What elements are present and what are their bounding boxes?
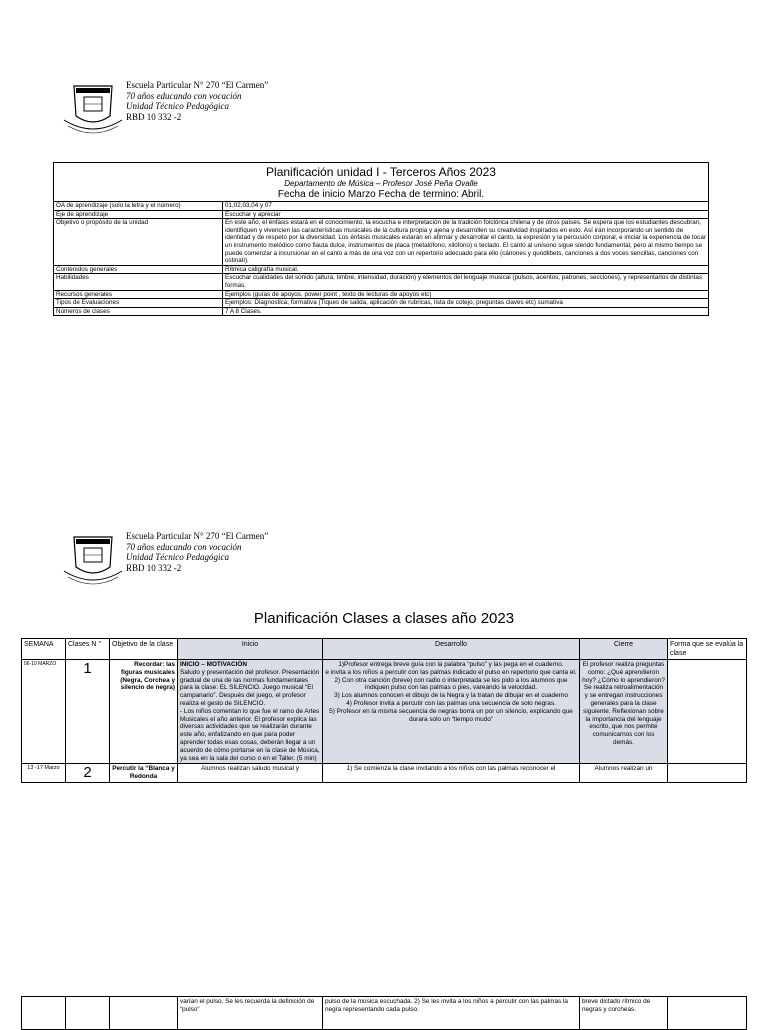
cell-class-number: 2 [66,764,110,783]
desarrollo-step-1: 1)Profesor entrega breve guía con la palabra “pulso” y las pega en el cuaderno. [338,661,564,668]
table-row [54,210,709,219]
cell-desarrollo [323,660,580,764]
table-row [54,219,709,266]
school-crest-icon [62,531,124,591]
unit-plan-header [54,163,709,202]
letterhead-text [126,80,268,122]
row-label: Contenidos generales [54,265,223,274]
cell-class-number: 1 [66,660,110,764]
row-value: Rítmica caligrafía musical. [223,265,709,274]
row-value: Ejemplos (guías de apoyos, power point , texto de lecturas de apoyos etc) [223,290,709,299]
row-label: OA de aprendizaje (solo la letra y el número) [54,202,223,211]
inicio-heading: INICIO – MOTIVACIÓN [180,661,247,668]
row-value: Ejemplos: Diagnostica, formativa (Tiques de salida, aplicación de rubricas, lista de cotejo, preguntas claves etc) sumativa [223,299,709,308]
row-label: Habilidades [54,274,223,290]
unit-plan-dates: Fecha de inicio Marzo Fecha de termino: Abril. [277,189,485,200]
header-desarrollo: Desarrollo [323,639,580,660]
cell-inicio [178,660,323,764]
letterhead-second [62,531,462,591]
cell-inicio: Alumnos realizan saludo musical y [178,764,323,783]
school-name: Escuela Particular N° 270 “El Carmen” [126,80,269,90]
class-plan-continuation-table [21,996,747,1030]
table-row [54,265,709,274]
header-forma: Forma que se evalúa la clase [668,639,747,660]
cell-forma [668,764,747,783]
school-crest-icon [62,80,124,140]
cell-cierre: breve dictado rítmico de negras y corcheas. [580,997,668,1030]
unit-plan-table [53,162,709,316]
cell-cierre: Alumnos realizan un [580,764,668,783]
inicio-text-b: - Los niños comentan lo que fue el ramo de Artes Musicales el año anterior. El profesor explica las diversas actividades que se realizarán durante este año, enfatizando en que para poder aprender todas esas cosas, deberán llegar a un acuerdo de cómo portarse en la clase de Música, ya sea en la sala del curso o en el Taller. (5 min) [180,707,320,762]
row-label: Números de clases [54,307,223,316]
letterhead-text [126,531,268,573]
row-value: 7 A 8 Clases. [223,307,709,316]
table-row [54,274,709,290]
cell-objetivo: Percutir la “Blanca y Redonda [110,764,178,783]
header-semana: SEMANA [22,639,66,660]
table-row [54,307,709,316]
header-clases: Clases N ° [66,639,110,660]
row-label: Objetivo o propósito de la unidad [54,219,223,266]
cell-class-number [66,997,110,1030]
school-motto: 70 años educando con vocación [126,90,242,101]
school-rbd: RBD 10 332 -2 [126,111,182,122]
table-row [54,299,709,308]
row-value: 01,02,03,04 y 07 [223,202,709,211]
cell-inicio: varían el pulso. Se les recuerda la definición de “pulso” [178,997,323,1030]
table-row [54,290,709,299]
row-label: Recursos generales [54,290,223,299]
row-value: En este año, el énfasis estará en el conocimiento, la escucha e interpretación de la tradición folclórica chilena y de otros países. Se espera que los estudiantes descubran, identifiquen y vivencien las características musicales de la cultura propia y ajena y desarrollen su creatividad inspirados en esto. Así irán incorporando un sentido de identidad y de respeto por la diversidad. Los énfasis musicales estarán en afirmar y desarrollar el canto, la expresión y la percusión corporal, e iniciar la experiencia de tocar un instrumento melódico como flauta dulce, instrumentos de placa (metalófono, xilófono) o teclado. El canto al unísono sigue siendo fundamental, pero al mismo tiempo se puede comenzar a incursionar en el canto a más de una voz con un repertorio adecuado para ello (cánones y quodlibets, canciones a dos voces sencillas, canciones con ostinati). [223,219,709,266]
letterhead-top [62,80,462,140]
table-row [54,202,709,211]
table-row [22,764,747,783]
cell-semana: 13 -17 Marzo [22,764,66,783]
school-unit: Unidad Técnico Pedagógica [126,101,229,111]
unit-plan-department: Departamento de Música – Profesor José Peña Ovalle [284,179,478,188]
class-plan-table [21,638,747,783]
desarrollo-step-1b: e invita a los niños a percutir con las palmas indicado el pulso en repertorio que canta el. [325,668,577,676]
row-value: Escuchar y apreciar [223,210,709,219]
school-motto: 70 años educando con vocación [126,541,242,552]
school-name: Escuela Particular N° 270 “El Carmen” [126,531,269,541]
desarrollo-step-4: 4) Profesor invita a percutir con las palmas una secuencia de solo negras. [346,699,556,707]
cell-semana: 06-10 MARZO [22,660,66,764]
row-value: Escuchar cualidades del sonido (altura, timbre, intensidad, duración) y elementos del lenguaje musical (pulsos, acentos, patrones, secciones), y representarlos de distintas formas. [223,274,709,290]
table-row [22,660,747,764]
inicio-text-a: Saludo y presentación del profesor. Presentación gradual de una de las normas fundamentales para la clase: EL SILENCIO. Juego musical “El campanario”. Después del juego, el profesor realiza el gesto de SILENCIO. [180,668,320,707]
row-label: Eje de aprendizaje [54,210,223,219]
cell-forma [668,997,747,1030]
table-header-row [22,639,747,660]
cell-semana [22,997,66,1030]
cell-desarrollo: 1) Se comienza la clase invitando a los niños con las palmas reconocer el [323,764,580,783]
desarrollo-step-3: 3) Los alumnos conocen el dibujo de la Negra y la tratan de dibujar en el cuaderno [334,692,568,700]
cell-desarrollo: pulso de la música escuchada. 2) Se les invita a los niños a percutir con las palmas la negra representando cada pulso. [323,997,580,1030]
cell-forma [668,660,747,764]
cell-objetivo [110,997,178,1030]
cell-cierre: El profesor realiza preguntas como: ¿Qué aprendieron hoy? ¿Cómo lo aprendieron? Se realiza retroalimentación y se entregan instrucciones generales para la clase siguiente. Reflexionan sobre la importancia del lenguaje escrito, que nos permite comunicarnos con los demás. [580,660,668,764]
header-cierre: Cierre [580,639,668,660]
school-unit: Unidad Técnico Pedagógica [126,552,229,562]
row-label: Tipos de Evaluaciones [54,299,223,308]
table-row [22,997,747,1030]
desarrollo-step-5: 5) Profesor en la misma secuencia de negras borra un por un silencio, explicando que durara solo un “tiempo mudo” [329,707,573,723]
unit-plan-title: Planificación unidad I - Terceros Años 2023 [266,165,496,179]
school-rbd: RBD 10 332 -2 [126,562,182,573]
desarrollo-step-2: 2) Con otra canción (breve) con radio o interpretada se les pido a los alumnos que indiquen pulso con las palmas o pies, vareando la velocidad. [334,676,568,692]
cell-objetivo: Recordar: las figuras musicales (Negra, Corchea y silencio de negra) [110,660,178,764]
header-inicio: Inicio [178,639,323,660]
class-plan-title: Planificación Clases a clases año 2023 [253,610,515,627]
header-objetivo: Objetivo de la clase [110,639,178,660]
